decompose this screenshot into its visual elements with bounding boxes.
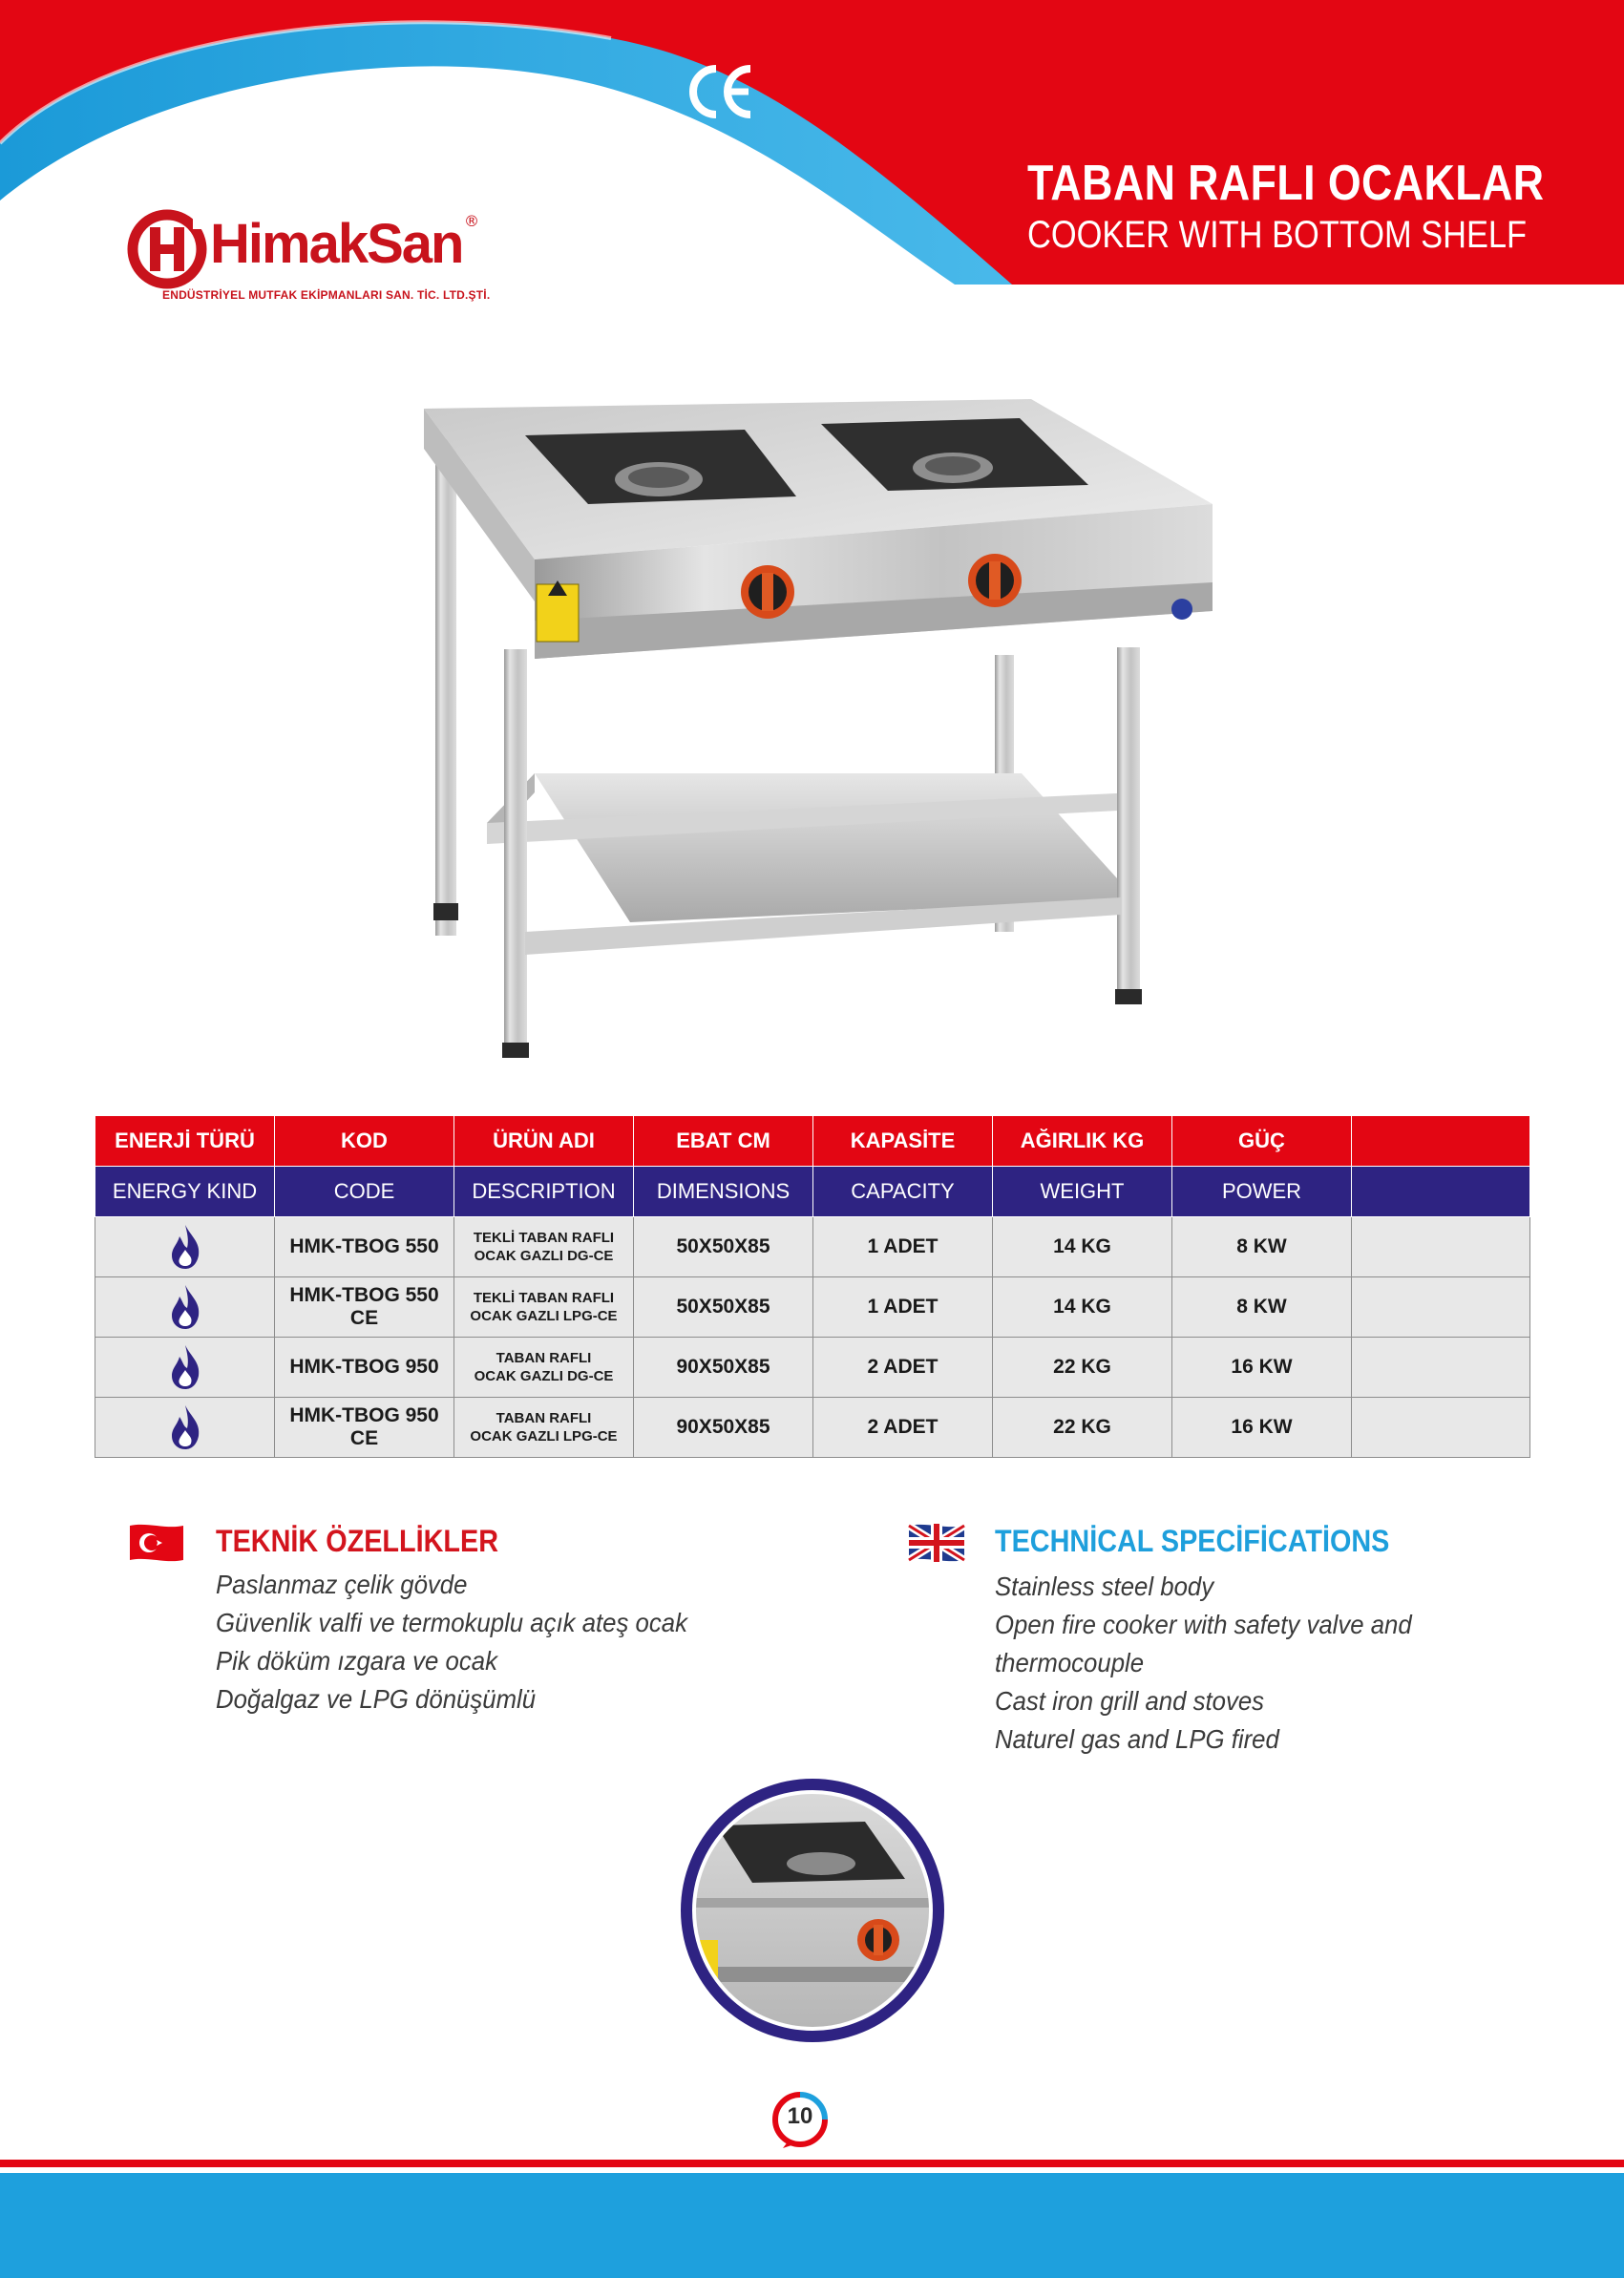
energy-cell (95, 1398, 275, 1458)
uk-flag-icon (907, 1522, 966, 1564)
col-header-power-tr: GÜÇ (1172, 1116, 1352, 1167)
list-item: thermocouple (995, 1648, 1145, 1677)
col-header-empty-tr (1352, 1116, 1530, 1167)
code-cell: HMK-TBOG 950 CE (275, 1398, 454, 1458)
table-row (95, 1338, 1530, 1398)
footer-blue-band (0, 2173, 1624, 2278)
table-header-tr (95, 1116, 1530, 1167)
list-item: Open fire cooker with safety valve and (995, 1610, 1412, 1639)
list-item: Pik döküm ızgara ve ocak (216, 1646, 497, 1676)
flame-icon (166, 1403, 204, 1451)
col-header-energy-tr: ENERJİ TÜRÜ (95, 1116, 275, 1167)
list-item: Doğalgaz ve LPG dönüşümlü (216, 1684, 537, 1714)
capacity-cell: 2 ADET (813, 1338, 993, 1398)
weight-cell: 22 KG (993, 1338, 1172, 1398)
power-cell: 16 KW (1172, 1338, 1352, 1398)
weight-cell: 14 KG (993, 1277, 1172, 1338)
table-row (95, 1277, 1530, 1338)
page-title: TABAN RAFLI OCAKLAR (1027, 156, 1545, 211)
brand-subtitle: ENDÜSTRİYEL MUTFAK EKİPMANLARI SAN. TİC. LTD.ŞTİ. (162, 288, 491, 302)
desc-cell: TEKLİ TABAN RAFLI OCAK GAZLI DG-CE (454, 1217, 634, 1277)
col-header-energy-en: ENERGY KIND (95, 1167, 275, 1217)
table-header-en (95, 1167, 1530, 1217)
page-subtitle: COOKER WITH BOTTOM SHELF (1027, 214, 1528, 256)
specs-en-list (995, 1568, 1448, 1759)
col-header-code-tr: KOD (275, 1116, 454, 1167)
desc-cell: TABAN RAFLI OCAK GAZLI DG-CE (454, 1338, 634, 1398)
code-cell: HMK-TBOG 550 CE (275, 1277, 454, 1338)
table-row (95, 1398, 1530, 1458)
energy-cell (95, 1338, 275, 1398)
empty-cell (1352, 1398, 1530, 1458)
weight-cell: 14 KG (993, 1217, 1172, 1277)
list-item: Paslanmaz çelik gövde (216, 1570, 468, 1599)
empty-cell (1352, 1217, 1530, 1277)
col-header-weight-tr: AĞIRLIK KG (993, 1116, 1172, 1167)
product-image (401, 391, 1222, 1088)
list-item: Stainless steel body (995, 1571, 1214, 1601)
power-cell: 16 KW (1172, 1398, 1352, 1458)
col-header-empty-en (1352, 1167, 1530, 1217)
logo-mark-icon (126, 208, 208, 290)
col-header-weight-en: WEIGHT (993, 1167, 1172, 1217)
dimensions-cell: 50X50X85 (634, 1277, 813, 1338)
power-cell: 8 KW (1172, 1277, 1352, 1338)
empty-cell (1352, 1338, 1530, 1398)
footer-red-stripe (0, 2160, 1624, 2167)
flame-icon (166, 1343, 204, 1391)
capacity-cell: 2 ADET (813, 1398, 993, 1458)
weight-cell: 22 KG (993, 1398, 1172, 1458)
empty-cell (1352, 1277, 1530, 1338)
list-item: Cast iron grill and stoves (995, 1686, 1265, 1716)
code-cell: HMK-TBOG 950 (275, 1338, 454, 1398)
power-cell: 8 KW (1172, 1217, 1352, 1277)
desc-cell: TABAN RAFLI OCAK GAZLI LPG-CE (454, 1398, 634, 1458)
col-header-dim-en: DIMENSIONS (634, 1167, 813, 1217)
col-header-capacity-tr: KAPASİTE (813, 1116, 993, 1167)
flame-icon (166, 1283, 204, 1331)
specs-tr-title: TEKNİK ÖZELLİKLER (216, 1524, 498, 1558)
col-header-capacity-en: CAPACITY (813, 1167, 993, 1217)
registered-mark: ® (464, 212, 479, 230)
col-header-code-en: CODE (275, 1167, 454, 1217)
dimensions-cell: 90X50X85 (634, 1338, 813, 1398)
list-item: Güvenlik valfi ve termokuplu açık ateş ocak (216, 1608, 687, 1637)
specs-tr-list (216, 1566, 728, 1719)
table-row (95, 1217, 1530, 1277)
turkey-flag-icon (128, 1522, 185, 1564)
energy-cell (95, 1217, 275, 1277)
product-spec-table (95, 1115, 1530, 1458)
code-cell: HMK-TBOG 550 (275, 1217, 454, 1277)
capacity-cell: 1 ADET (813, 1277, 993, 1338)
page-number: 10 (787, 2103, 813, 2129)
dimensions-cell: 50X50X85 (634, 1217, 813, 1277)
col-header-dim-tr: EBAT CM (634, 1116, 813, 1167)
desc-cell: TEKLİ TABAN RAFLI OCAK GAZLI LPG-CE (454, 1277, 634, 1338)
ce-mark-icon (685, 55, 758, 128)
col-header-power-en: POWER (1172, 1167, 1352, 1217)
flame-icon (166, 1223, 204, 1271)
col-header-desc-en: DESCRIPTION (454, 1167, 634, 1217)
energy-cell (95, 1277, 275, 1338)
col-header-desc-tr: ÜRÜN ADI (454, 1116, 634, 1167)
brand-name: HimakSan (210, 213, 463, 275)
dimensions-cell: 90X50X85 (634, 1398, 813, 1458)
capacity-cell: 1 ADET (813, 1217, 993, 1277)
list-item: Naturel gas and LPG fired (995, 1724, 1279, 1754)
detail-image (678, 1776, 947, 2045)
specs-en-title: TECHNİCAL SPECİFİCATİONS (995, 1524, 1390, 1558)
